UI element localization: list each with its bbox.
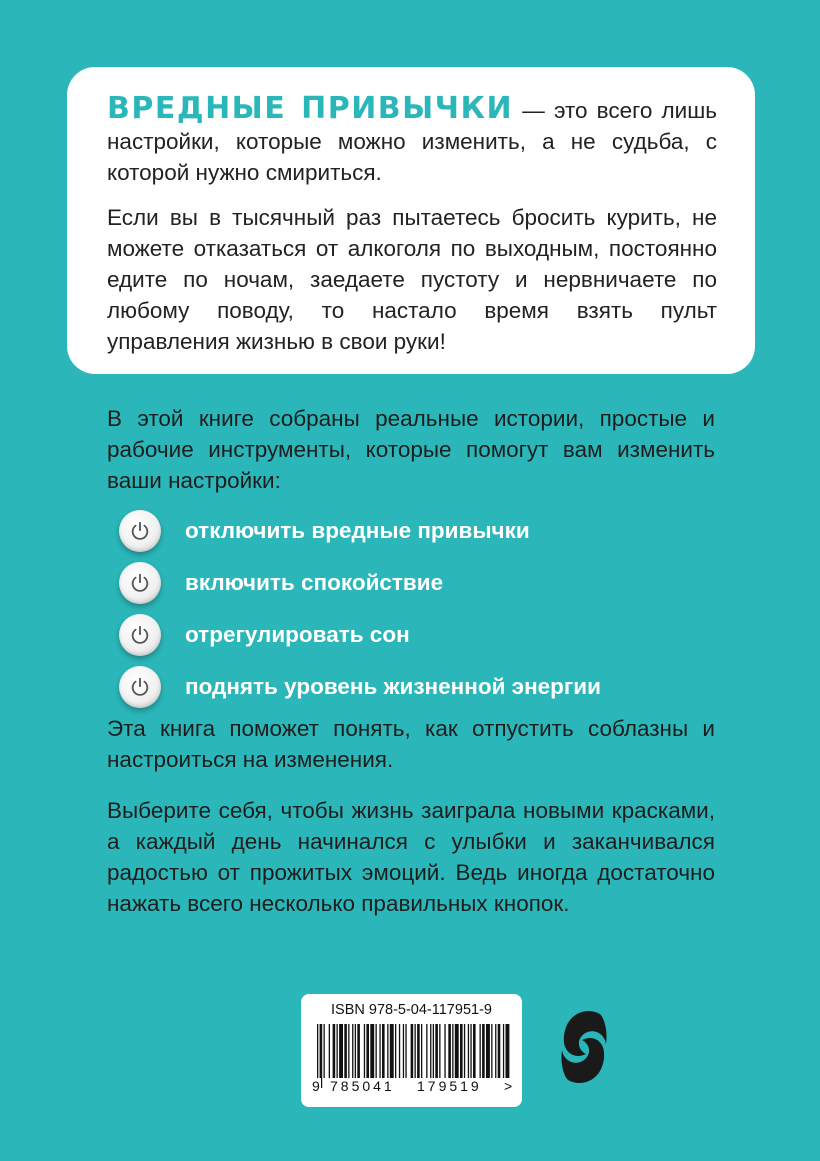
barcode-bar <box>506 1024 510 1078</box>
barcode-bar <box>395 1024 396 1078</box>
barcode-digits <box>313 1078 513 1096</box>
card-lead <box>107 93 717 188</box>
barcode-bar <box>417 1024 420 1078</box>
barcode-bar <box>448 1024 451 1078</box>
barcode-bar <box>435 1024 438 1078</box>
power-icon <box>129 676 151 698</box>
barcode-bar <box>390 1024 394 1078</box>
eksmo-logo <box>556 1002 612 1092</box>
intro-paragraph: В этой книге собраны реальные истории, простые и рабочие инструменты, которые помогут вам изменить ваши настройки: <box>107 406 715 493</box>
barcode-bar <box>376 1024 377 1078</box>
barcode-bar <box>387 1024 388 1078</box>
list-item <box>119 557 719 609</box>
list-item-label: отрегулировать сон <box>185 622 410 647</box>
card-paragraph: Если вы в тысячный раз пытаетесь бросить курить, не можете отказаться от алкоголя по выходным, постоянно едите по ночам, заедаете пустоту и нервничаете по любому поводу, то настало время взять пульт управления жизнью в свои руки! <box>107 205 717 354</box>
barcode-bar <box>370 1024 374 1078</box>
barcode-bar <box>486 1024 490 1078</box>
barcode-bar <box>366 1024 369 1078</box>
list-item <box>119 609 719 661</box>
barcode-bar <box>491 1024 492 1078</box>
isbn-label: ISBN 978-5-04-117951-9 <box>331 1002 492 1018</box>
list-item <box>119 661 719 713</box>
feature-list <box>119 505 719 713</box>
barcode-arrow: > <box>504 1078 513 1094</box>
barcode-bar <box>439 1024 440 1078</box>
barcode-bar <box>444 1024 445 1078</box>
barcode-bar <box>352 1024 353 1078</box>
barcode-bar <box>426 1024 427 1078</box>
list-item-label: включить спокойствие <box>185 570 444 595</box>
barcode-bar <box>405 1024 406 1078</box>
barcode-bar <box>452 1024 453 1078</box>
barcode-bar <box>355 1024 356 1078</box>
power-icon <box>129 572 151 594</box>
barcode-bar <box>495 1024 496 1078</box>
barcode-bar <box>329 1024 330 1078</box>
barcode-bar <box>455 1024 459 1078</box>
barcode-bar <box>503 1024 504 1078</box>
final-paragraph: Выберите себя, чтобы жизнь заиграла новыми красками, а каждый день начинался с улыбки и заканчивался радостью от прожитых эмоций. Ведь иногда достаточно нажать всего несколько правильных кнопок. <box>107 798 715 916</box>
power-button[interactable] <box>119 666 161 708</box>
closing-paragraph: Эта книга поможет понять, как отпустить соблазны и настроиться на изменения. <box>107 716 715 772</box>
barcode-bar <box>333 1024 336 1078</box>
list-item <box>119 505 719 557</box>
barcode-bar <box>415 1024 416 1078</box>
barcode-digit-first: 9 <box>312 1078 320 1094</box>
barcode-bar <box>473 1024 476 1078</box>
power-button[interactable] <box>119 562 161 604</box>
list-item-label: отключить вредные привычки <box>185 518 530 543</box>
barcode-digits-right: 179519 <box>417 1078 482 1094</box>
list-item-label: поднять уровень жизненной энергии <box>185 674 601 699</box>
barcode-bar <box>348 1024 349 1078</box>
barcode-bar <box>411 1024 414 1078</box>
barcode-bar <box>379 1024 380 1078</box>
barcode-bar <box>482 1024 485 1078</box>
barcode-bar <box>460 1024 463 1078</box>
power-button[interactable] <box>119 614 161 656</box>
barcode-bar <box>364 1024 365 1078</box>
power-icon <box>129 520 151 542</box>
barcode <box>301 994 522 1107</box>
barcode-bar <box>399 1024 400 1078</box>
headline: ВРЕДНЫЕ ПРИВЫЧКИ <box>107 91 514 126</box>
barcode-bar <box>464 1024 465 1078</box>
barcode-bar <box>468 1024 469 1078</box>
barcode-bar <box>339 1024 343 1078</box>
barcode-bar <box>357 1024 360 1078</box>
barcode-bar <box>382 1024 385 1078</box>
info-card <box>67 67 755 374</box>
barcode-bar <box>470 1024 471 1078</box>
barcode-digits-left: 785041 <box>330 1078 395 1094</box>
barcode-bar <box>337 1024 338 1078</box>
barcode-bar <box>498 1024 501 1078</box>
barcode-bar <box>324 1024 325 1078</box>
barcode-bar <box>421 1024 422 1078</box>
barcode-bar <box>480 1024 481 1078</box>
barcode-bar <box>344 1024 347 1078</box>
headline-rest: — это всего лишь настройки, которые можно изменить, а не судьба, с которой нужно смириться. <box>107 98 718 185</box>
power-icon <box>129 624 151 646</box>
power-button[interactable] <box>119 510 161 552</box>
barcode-bar <box>403 1024 404 1078</box>
